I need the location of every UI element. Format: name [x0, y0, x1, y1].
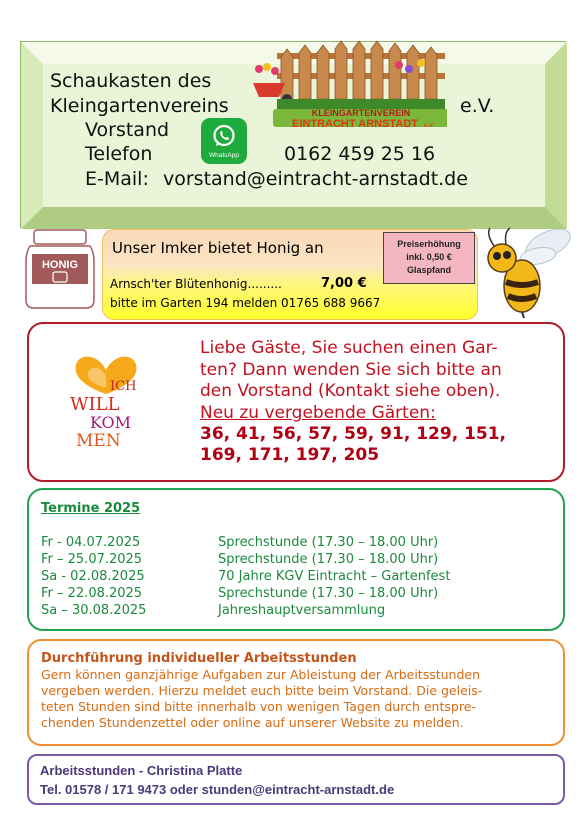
honey-price: 7,00 €	[321, 276, 367, 291]
termin-date: Fr - 04.07.2025	[41, 535, 141, 550]
welcome-line3: den Vorstand (Kontakt siehe oben).	[200, 381, 501, 401]
telefon-label: Telefon	[85, 143, 153, 165]
logo-ev: e.V.	[424, 123, 435, 129]
logo-line1: KLEINGARTENVEREIN	[311, 108, 411, 118]
header-ev: e.V.	[460, 95, 495, 117]
logo-line2: EINTRACHT ARNSTADT	[292, 118, 418, 130]
logo-ich: ICH	[110, 379, 137, 394]
welcome-subheading: Neu zu vergebende Gärten:	[200, 403, 436, 423]
header-line1: Schaukasten des	[50, 70, 212, 92]
arbeitsstunden-text: teten Stunden sind bitte innerhalb von wenigen Tagen durch entspre-	[41, 699, 476, 714]
logo-men: MEN	[76, 431, 121, 448]
honey-jar-icon	[24, 228, 96, 310]
willkommen-logo	[66, 342, 146, 448]
garden-numbers-1: 36, 41, 56, 57, 59, 91, 129, 151,	[200, 424, 507, 444]
termin-event: Sprechstunde (17.30 – 18.00 Uhr)	[218, 535, 439, 550]
whatsapp-label: WhatsApp	[209, 152, 239, 159]
arbeitsstunden-text: Gern können ganzjährige Aufgaben zur Ableistung der Arbeitsstunden	[41, 667, 481, 682]
termin-event: 70 Jahre KGV Eintracht – Gartenfest	[218, 569, 451, 584]
termin-event: Sprechstunde (17.30 – 18.00 Uhr)	[218, 586, 439, 601]
header-line2: Kleingartenvereins	[50, 95, 229, 117]
badge-line2: inkl. 0,50 €	[406, 252, 452, 262]
termin-event: Jahreshauptversammlung	[218, 603, 386, 618]
whatsapp-icon[interactable]	[201, 118, 247, 164]
arbeitsstunden-title: Durchführung individueller Arbeitsstunden	[41, 651, 357, 666]
termin-date: Fr – 25.07.2025	[41, 552, 143, 567]
honey-contact: bitte im Garten 194 melden 01765 688 9667	[110, 296, 381, 310]
badge-line1: Preiserhöhung	[397, 239, 461, 249]
termin-date: Sa – 30.08.2025	[41, 603, 147, 618]
welcome-line1: Liebe Gäste, Sie suchen einen Gar-	[200, 338, 498, 358]
termine-title: Termine 2025	[41, 501, 141, 516]
badge-line3: Glaspfand	[406, 265, 451, 275]
bee-icon	[478, 222, 574, 318]
telefon-number: 0162 459 25 16	[284, 143, 436, 165]
contact-phone-email[interactable]: Tel. 01578 / 171 9473 oder stunden@eintracht-arnstadt.de	[40, 782, 395, 797]
termin-date: Sa - 02.08.2025	[41, 569, 145, 584]
welcome-line2: ten? Dann wenden Sie sich bitte an	[200, 360, 502, 380]
arbeitsstunden-text: vergeben werden. Hierzu meldet euch bitte beim Vorstand. Die geleis-	[41, 683, 483, 698]
contact-name: Arbeitsstunden - Christina Platte	[40, 763, 243, 778]
logo-kom: KOM	[90, 413, 132, 432]
email-label: E-Mail:	[85, 168, 149, 190]
price-increase-badge	[383, 232, 475, 284]
arbeitsstunden-text: chenden Stundenzettel oder online auf unserer Website zu melden.	[41, 715, 464, 730]
termin-event: Sprechstunde (17.30 – 18.00 Uhr)	[218, 552, 439, 567]
honey-item: Arnsch'ter Blütenhonig.........	[110, 277, 282, 291]
vorstand-label: Vorstand	[85, 119, 170, 141]
contact-panel	[27, 754, 565, 805]
email-address[interactable]: vorstand@eintracht-arnstadt.de	[163, 168, 468, 190]
jar-label: HONIG	[41, 259, 79, 271]
termin-date: Fr – 22.08.2025	[41, 586, 143, 601]
honey-title: Unser Imker bietet Honig an	[112, 239, 324, 257]
logo-will: WILL	[70, 394, 120, 415]
kleingartenverein-logo	[249, 39, 447, 135]
garden-numbers-2: 169, 171, 197, 205	[200, 445, 380, 465]
